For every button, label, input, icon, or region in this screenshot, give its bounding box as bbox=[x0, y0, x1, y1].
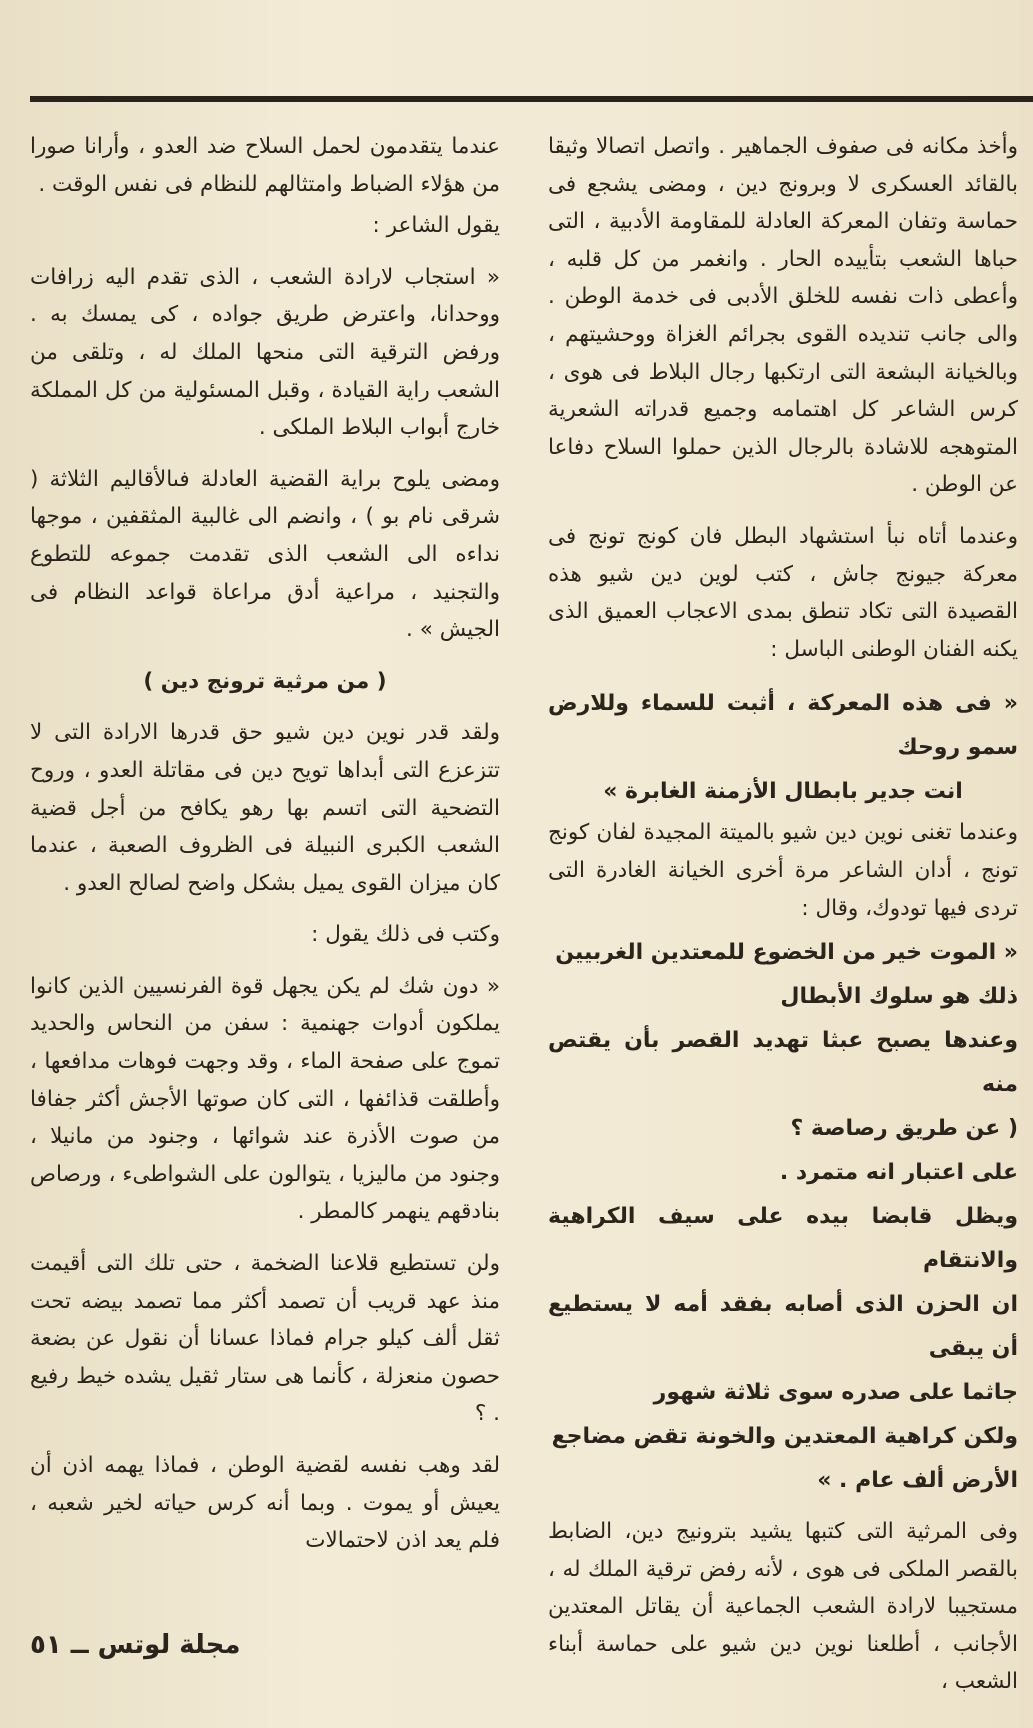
poem-line: جاثما على صدره سوى ثلاثة شهور bbox=[653, 1380, 1018, 1406]
header-rule bbox=[30, 96, 1033, 102]
paragraph: لقد وهب نفسه لقضية الوطن ، فماذا يهمه اذن أن يعيش أو يموت . وبما أنه كرس حياته لخير شعبه ، فلم يعد اذن لاحتمالات bbox=[30, 1453, 500, 1554]
poem-line: على اعتبار انه متمرد . bbox=[779, 1160, 1018, 1186]
paragraph: وأخذ مكانه فى صفوف الجماهير . واتصل اتصالا وثيقا بالقائد العسكرى لا وبرونج دين ، ومضى يشجع فى حماسة وتفان المعركة العادلة للمقاومة الأدبية ، التى حباها الشعب بتأييده الحار . وانغمر من كل قلبه ، وأعطى ذات نفسه للخلق الأدبى فى خدمة الوطن . والى جانب تنديده القوى بجرائم الغزاة ووحشيتهم ، وبالخيانة البشعة التى ارتكبها رجال البلاط فى هوى ، كرس الشاعر كل اهتمامه وجميع قدراته الشعرية المتوهجه للاشادة بالرجال الذين حملوا السلاح دفاعا عن الوطن . bbox=[548, 134, 1018, 498]
page-footer: مجلة لوتس ــ ٥١ bbox=[30, 1630, 241, 1660]
poem-line: انت جدير بابطال الأزمنة الغابرة » bbox=[603, 779, 963, 805]
poem-line: وعندها يصبح عبثا تهديد القصر بأن يقتص منه bbox=[548, 1028, 1018, 1098]
paragraph: وفى المرثية التى كتبها يشيد بترونيج دين، الضابط بالقصر الملكى فى هوى ، لأنه رفض ترقية الملك له ، مستجيبا لارادة الشعب الجماعية أن يقاتل المعتدين الأجانب ، أطلعنا نوين دين شيو على حماسة أبناء الشعب ، bbox=[548, 1519, 1018, 1695]
left-column bbox=[30, 128, 500, 1574]
paragraph: « دون شك لم يكن يجهل قوة الفرنسيين الذين كانوا يملكون أدوات جهنمية : سفن من النحاس والحديد تموج على صفحة الماء ، وقد وجهت فوهات مدافعها ، وأطلقت قذائفها ، التى كان صوتها الأجش أكثر جفافا من صوت الأذرة عند شوائها ، وجنود من مانيلا ، وجنود من ماليزيا ، يتوالون على الشواطىء ، ورصاص بنادقهم ينهمر كالمطر . bbox=[30, 973, 500, 1225]
paragraph: عندما يتقدمون لحمل السلاح ضد العدو ، وأرانا صورا من هؤلاء الضباط وامتثالهم للنظام فى نفس الوقت . bbox=[30, 134, 500, 197]
poem-line: ويظل قابضا بيده على سيف الكراهية والانتقام bbox=[548, 1204, 1018, 1274]
paragraph: ولقد قدر نوين دين شيو حق قدرها الارادة التى لا تتزعزع التى أبداها تويح دين فى مقاتلة العدو ، وروح التضحية التى اتسم بها رهو يكافح من أجل قضية الشعب الكبرى النبيلة فى الظروف الصعبة ، عندما كان ميزان القوى يميل بشكل واضح لصالح العدو . bbox=[30, 720, 500, 896]
poem-quote bbox=[548, 931, 1018, 1503]
poem-quote bbox=[548, 682, 1018, 814]
paragraph: وعندما أتاه نبأ استشهاد البطل فان كونج تونج فى معركة جيونج جاش ، كتب لوين دين شيو هذه القصيدة التى تكاد تنطق بمدى الاعجاب العميق الذى يكنه الفنان الوطنى الباسل : bbox=[548, 523, 1018, 662]
poem-line: ولكن كراهية المعتدين والخونة تقض مضاجع bbox=[551, 1424, 1018, 1450]
right-column bbox=[548, 128, 1018, 1715]
poem-line: الأرض ألف عام . » bbox=[817, 1468, 1018, 1494]
paragraph: وكتب فى ذلك يقول : bbox=[311, 922, 500, 948]
paragraph: ومضى يلوح براية القضية العادلة فىالأقاليم الثلاثة ( شرقى نام بو ) ، وانضم الى غالبية المثقفين ، موجها نداءه الى الشعب الذى تقدمت جموعه للتطوع والتجنيد ، مراعية أدق مراعاة قواعد النظام فى الجيش » . bbox=[30, 466, 500, 643]
poem-line: « الموت خير من الخضوع للمعتدين الغربيين bbox=[555, 940, 1018, 966]
paragraph: وعندما تغنى نوين دين شيو بالميتة المجيدة لفان كونج تونج ، أدان الشاعر مرة أخرى الخيانة الغادرة التى تردى فيها تودوك، وقال : bbox=[548, 820, 1018, 921]
poem-line: ذلك هو سلوك الأبطال bbox=[780, 984, 1018, 1010]
section-heading: ( من مرثية ترونج دين ) bbox=[143, 668, 387, 694]
paragraph: يقول الشاعر : bbox=[372, 213, 500, 239]
poem-line: ان الحزن الذى أصابه بفقد أمه لا يستطيع أن يبقى bbox=[548, 1292, 1018, 1362]
paragraph: « استجاب لارادة الشعب ، الذى تقدم اليه زرافات ووحدانا، واعترض طريق جواده ، كى يمسك به . ورفض الترقية التى منحها الملك له ، وتلقى من الشعب راية القيادة ، وقبل المسئولية من كل المملكة خارج أبواب البلاط الملكى . bbox=[30, 264, 500, 441]
paragraph: ولن تستطيع قلاعنا الضخمة ، حتى تلك التى أقيمت منذ عهد قريب أن تصمد أكثر مما تصمد بيضه تحت ثقل ألف كيلو جرام فماذا عسانا أن نقول عن بضعة حصون منعزلة ، كأنما هى ستار ثقيل يشده خيط رفيع . ؟ bbox=[30, 1251, 500, 1427]
poem-line: « فى هذه المعركة ، أثبت للسماء وللارض سمو روحك bbox=[548, 691, 1018, 761]
poem-line: ( عن طريق رصاصة ؟ bbox=[790, 1116, 1018, 1142]
